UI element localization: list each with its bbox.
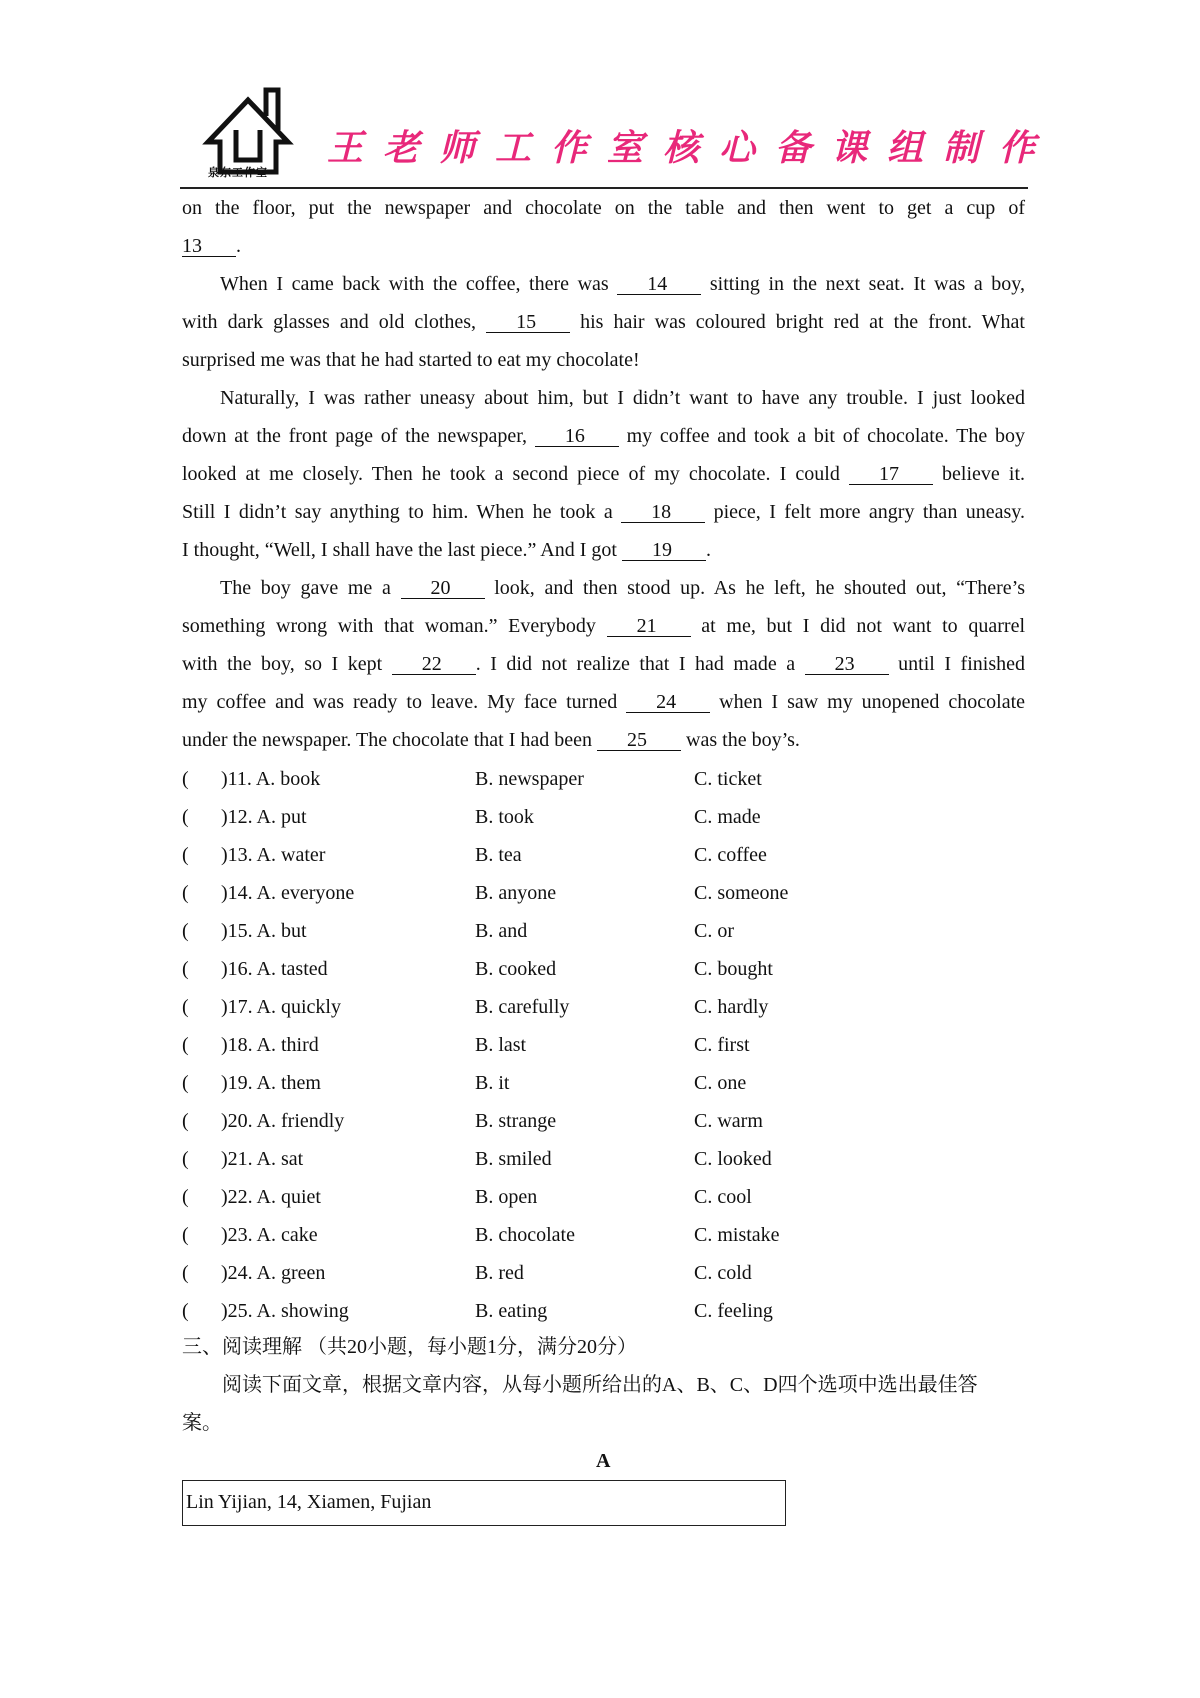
question-option-a: )18. A. third	[221, 1034, 319, 1056]
answer-bracket: (	[182, 1034, 189, 1056]
blank-13: 13	[182, 236, 236, 257]
question-option-b: B. strange	[475, 1110, 557, 1132]
question-option-b: B. took	[475, 806, 534, 828]
question-option-c: C. ticket	[694, 768, 762, 790]
question-option-c: C. looked	[694, 1148, 772, 1170]
passage-text: under the newspaper. The chocolate that I had been	[182, 729, 598, 751]
passage-text: something wrong with that woman.” Everybody	[182, 615, 607, 637]
info-box	[182, 1480, 786, 1526]
answer-bracket: (	[182, 1186, 189, 1208]
blank-24: 24	[626, 692, 710, 713]
passage-line	[182, 348, 1025, 372]
passage-text: looked at me closely. Then he took a second piece of my chocolate. I could	[182, 463, 849, 485]
passage-line	[182, 462, 1025, 486]
passage-text: sitting in the next seat. It was a boy,	[701, 273, 1025, 295]
passage-line	[182, 538, 1025, 562]
question-option-c: C. cool	[694, 1186, 752, 1208]
passage-text: was the boy’s.	[681, 729, 800, 751]
answer-bracket: (	[182, 844, 189, 866]
question-option-c: C. warm	[694, 1110, 763, 1132]
question-option-c: C. one	[694, 1072, 747, 1094]
passage-line	[182, 690, 1025, 714]
question-option-b: B. newspaper	[475, 768, 584, 790]
question-option-a: )21. A. sat	[221, 1148, 304, 1170]
question-option-a: )23. A. cake	[221, 1224, 318, 1246]
passage-line	[182, 424, 1025, 448]
answer-bracket: (	[182, 1262, 189, 1284]
passage-line	[220, 386, 1025, 410]
question-option-a: )25. A. showing	[221, 1300, 349, 1322]
answer-bracket: (	[182, 1148, 189, 1170]
passage-text: when I saw my unopened chocolate	[710, 691, 1026, 713]
passage-line	[182, 234, 1025, 258]
question-option-a: )11. A. book	[221, 768, 321, 790]
blank-17: 17	[849, 464, 933, 485]
question-option-b: B. red	[475, 1262, 524, 1284]
passage-text: at me, but I did not want to quarrel	[690, 615, 1025, 637]
passage-text: on the floor, put the newspaper and chocolate on the table and then went to get a cup of	[182, 197, 1025, 219]
info-box-text: Lin Yijian, 14, Xiamen, Fujian	[186, 1491, 432, 1513]
section-heading: 三、阅读理解 （共20小题，每小题1分，满分20分）	[182, 1336, 637, 1358]
question-option-a: )17. A. quickly	[221, 996, 341, 1018]
question-option-c: C. or	[694, 920, 734, 942]
blank-19: 19	[622, 540, 706, 561]
answer-bracket: (	[182, 996, 189, 1018]
passage-text: Still I didn’t say anything to him. When he took a	[182, 501, 622, 523]
question-option-b: B. eating	[475, 1300, 548, 1322]
blank-22: 22	[392, 654, 476, 675]
answer-bracket: (	[182, 1224, 189, 1246]
question-option-c: C. feeling	[694, 1300, 773, 1322]
blank-21: 21	[607, 616, 691, 637]
question-option-a: )22. A. quiet	[221, 1186, 321, 1208]
blank-18: 18	[621, 502, 705, 523]
passage-line	[220, 272, 1025, 296]
question-option-b: B. smiled	[475, 1148, 552, 1170]
question-option-b: B. cooked	[475, 958, 557, 980]
question-option-b: B. carefully	[475, 996, 570, 1018]
passage-text: my coffee and took a bit of chocolate. The boy	[618, 425, 1025, 447]
question-option-b: B. anyone	[475, 882, 557, 904]
question-option-b: B. chocolate	[475, 1224, 575, 1246]
question-option-a: )24. A. green	[221, 1262, 326, 1284]
question-option-b: B. it	[475, 1072, 510, 1094]
question-option-c: C. coffee	[694, 844, 767, 866]
question-option-a: )16. A. tasted	[221, 958, 328, 980]
passage-label: A	[596, 1450, 611, 1472]
question-option-a: )12. A. put	[221, 806, 307, 828]
passage-line	[182, 728, 1025, 752]
question-option-b: B. tea	[475, 844, 522, 866]
blank-16: 16	[535, 426, 619, 447]
passage-text: my coffee and was ready to leave. My face turned	[182, 691, 627, 713]
blank-14: 14	[617, 274, 701, 295]
passage-text: When I came back with the coffee, there was	[220, 273, 618, 295]
blank-15: 15	[486, 312, 570, 333]
question-option-a: )20. A. friendly	[221, 1110, 345, 1132]
question-option-c: C. someone	[694, 882, 789, 904]
question-option-a: )19. A. them	[221, 1072, 321, 1094]
passage-line	[182, 614, 1025, 638]
answer-bracket: (	[182, 920, 189, 942]
logo-caption: 泉东工作室	[208, 167, 268, 179]
question-option-c: C. bought	[694, 958, 773, 980]
answer-bracket: (	[182, 806, 189, 828]
question-option-c: C. hardly	[694, 996, 769, 1018]
passage-line	[182, 196, 1025, 220]
question-option-b: B. last	[475, 1034, 527, 1056]
question-option-a: )15. A. but	[221, 920, 307, 942]
answer-bracket: (	[182, 1072, 189, 1094]
passage-text: down at the front page of the newspaper,	[182, 425, 535, 447]
passage-text: I thought, “Well, I shall have the last piece.” And I got	[182, 539, 622, 561]
passage-text: until I finished	[888, 653, 1025, 675]
passage-text: look, and then stood up. As he left, he shouted out, “There’s	[484, 577, 1025, 599]
passage-text: piece, I felt more angry than uneasy.	[705, 501, 1025, 523]
passage-text: his hair was coloured bright red at the front. What	[570, 311, 1025, 333]
passage-line	[182, 500, 1025, 524]
blank-23: 23	[805, 654, 889, 675]
passage-line	[220, 576, 1025, 600]
passage-text: The boy gave me a	[220, 577, 401, 599]
passage-text: with the boy, so I kept	[182, 653, 392, 675]
answer-bracket: (	[182, 882, 189, 904]
passage-line	[182, 652, 1025, 676]
header-banner: 王老师工作室核心备课组制作	[327, 128, 1056, 169]
question-option-c: C. first	[694, 1034, 750, 1056]
passage-text: .	[236, 235, 241, 257]
header-divider	[180, 187, 1028, 189]
passage-line	[182, 310, 1025, 334]
passage-text: Naturally, I was rather uneasy about him, but I didn’t want to have any trouble. I just looked	[220, 387, 1025, 409]
blank-25: 25	[597, 730, 681, 751]
answer-bracket: (	[182, 768, 189, 790]
answer-bracket: (	[182, 1300, 189, 1322]
answer-bracket: (	[182, 1110, 189, 1132]
question-option-a: )13. A. water	[221, 844, 326, 866]
question-option-a: )14. A. everyone	[221, 882, 355, 904]
section-instruction: 阅读下面文章，根据文章内容，从每小题所给出的A、B、C、D四个选项中选出最佳答	[222, 1374, 978, 1396]
section-instruction-cont: 案。	[182, 1412, 222, 1434]
answer-bracket: (	[182, 958, 189, 980]
question-option-c: C. made	[694, 806, 761, 828]
passage-text: .	[705, 539, 711, 561]
question-option-c: C. mistake	[694, 1224, 780, 1246]
question-option-c: C. cold	[694, 1262, 752, 1284]
passage-text: . I did not realize that I had made a	[475, 653, 805, 675]
passage-text: believe it.	[932, 463, 1026, 485]
blank-20: 20	[401, 578, 485, 599]
question-option-b: B. and	[475, 920, 528, 942]
question-option-b: B. open	[475, 1186, 538, 1208]
passage-text: with dark glasses and old clothes,	[182, 311, 487, 333]
passage-text: surprised me was that he had started to eat my chocolate!	[182, 349, 640, 371]
